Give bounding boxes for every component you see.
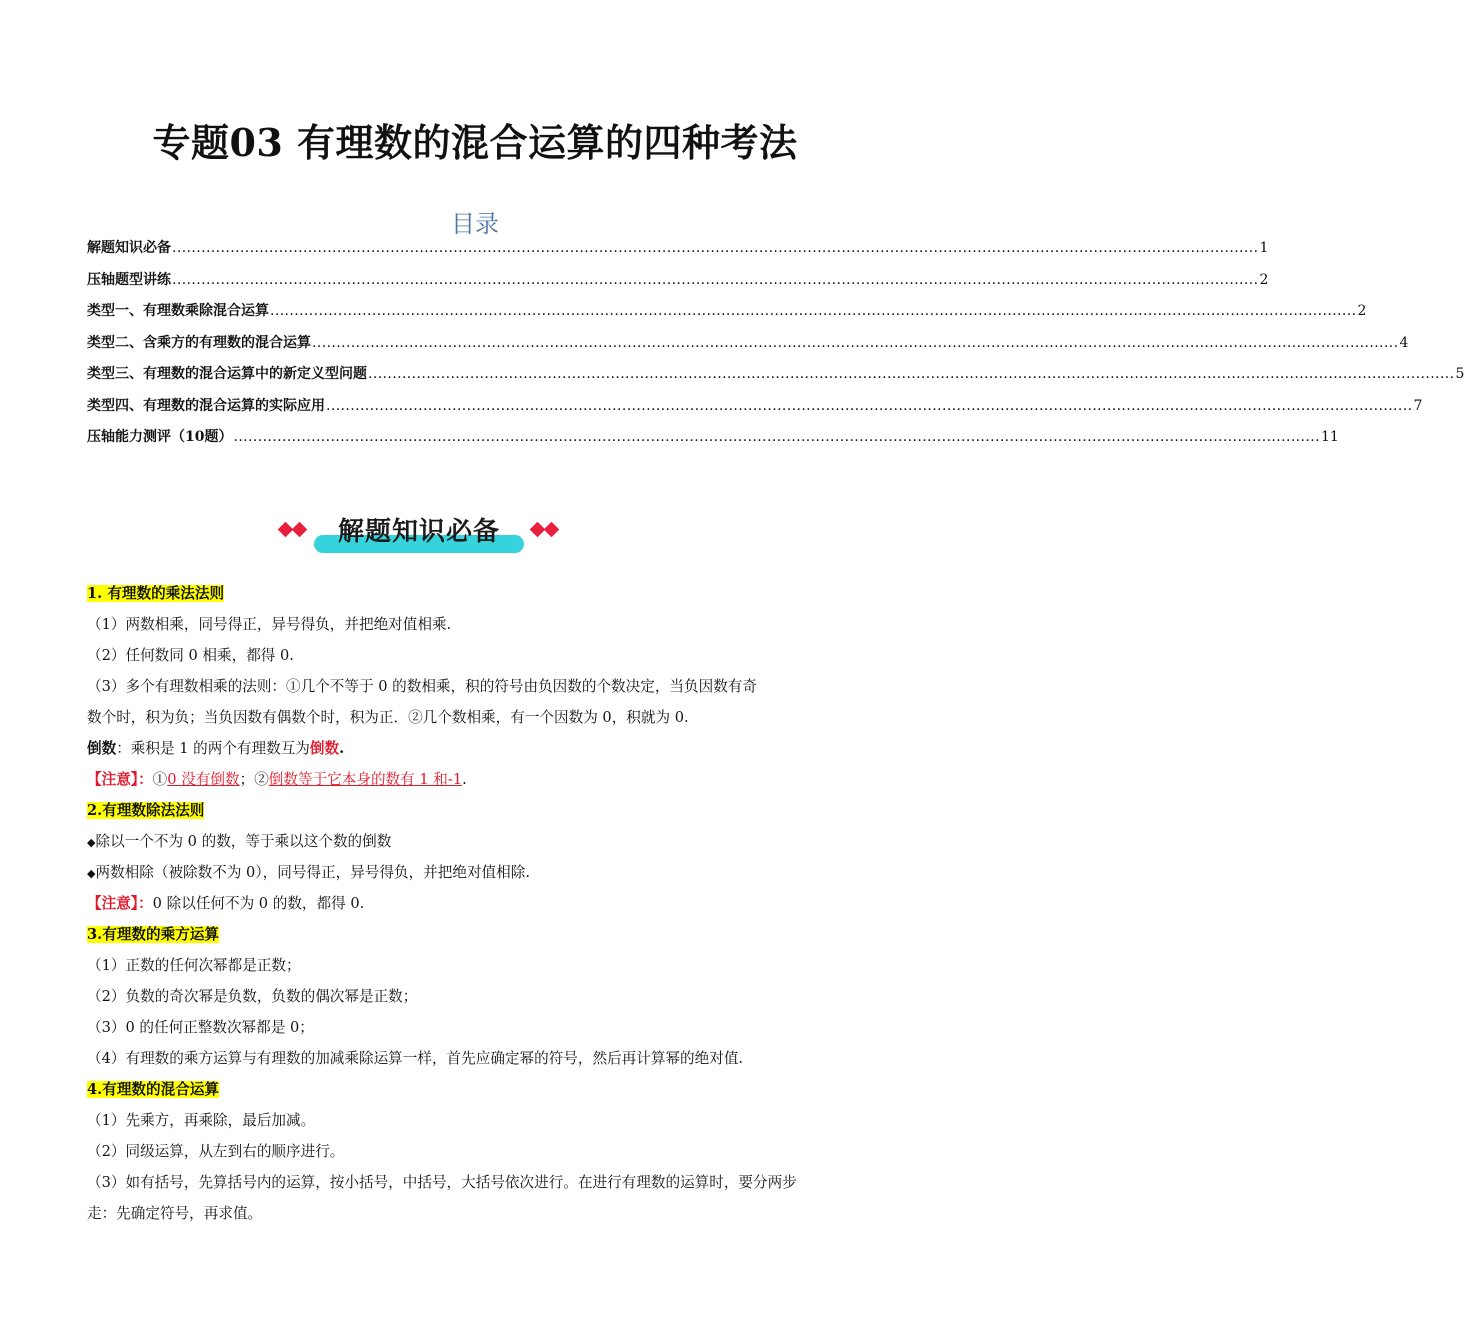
section-heading: 3.有理数的乘方运算 xyxy=(87,926,219,943)
bullet-item xyxy=(87,828,907,859)
paragraph: （2）同级运算，从左到右的顺序进行。 xyxy=(87,1143,345,1160)
knowledge-content xyxy=(87,580,907,1231)
page-title: 专题03 有理数的混合运算的四种考法 xyxy=(152,120,798,165)
paragraph: （2）任何数同 0 相乘，都得 0. xyxy=(87,647,294,664)
toc-entry-label: 类型二、含乘方的有理数的混合运算 xyxy=(87,334,311,351)
toc-leader: ................................................................................................................................................................................................................................ xyxy=(312,334,1399,351)
toc-entry-page: 4 xyxy=(1399,334,1409,351)
toc-entry[interactable] xyxy=(87,269,1269,301)
note-label: 【注意】： xyxy=(87,771,153,788)
definition-text: ：乘积是 1 的两个有理数互为 xyxy=(116,740,310,757)
toc-entry[interactable] xyxy=(87,363,1464,395)
diamond-icon xyxy=(544,522,560,538)
section-banner xyxy=(278,505,568,555)
paragraph: （3）0 的任何正整数次幂都是 0； xyxy=(87,1019,314,1036)
toc-leader: ................................................................................................................................................................................................................................ xyxy=(368,366,1455,382)
toc-entry[interactable] xyxy=(87,426,1339,458)
paragraph: （2）负数的奇次幂是负数，负数的偶次幂是正数； xyxy=(87,988,418,1005)
toc-entry-label: 压轴题型讲练 xyxy=(87,271,171,288)
toc-entry-page: 2 xyxy=(1357,303,1367,319)
toc-entry-page: 2 xyxy=(1259,271,1269,288)
toc-entry[interactable] xyxy=(87,237,1269,269)
toc-leader: ................................................................................................................................................................................................................................ xyxy=(233,429,1320,445)
punctuation: . xyxy=(462,771,467,788)
note xyxy=(87,766,907,797)
diamond-bullet-icon: ◆ xyxy=(87,867,96,880)
note-underlined: 倒数等于它本身的数有 1 和-1 xyxy=(268,771,463,788)
toc-entry-label: 类型三、有理数的混合运算中的新定义型问题 xyxy=(87,366,367,382)
diamond-icon xyxy=(292,522,308,538)
toc-entry-label: 类型一、有理数乘除混合运算 xyxy=(87,303,269,319)
toc-entry-label: 解题知识必备 xyxy=(87,240,171,256)
toc-entry-label: 类型四、有理数的混合运算的实际应用 xyxy=(87,397,325,414)
paragraph: 走：先确定符号，再求值。 xyxy=(87,1205,263,1222)
paragraph: （3）如有括号，先算括号内的运算，按小括号，中括号，大括号依次进行。在进行有理数的运算时，要分两步 xyxy=(87,1174,797,1191)
toc-leader: ................................................................................................................................................................................................................................ xyxy=(172,271,1259,288)
paragraph: （1）先乘方，再乘除，最后加减。 xyxy=(87,1112,316,1129)
section-heading: 1. 有理数的乘法法则 xyxy=(87,585,225,602)
toc-leader: ................................................................................................................................................................................................................................ xyxy=(326,397,1413,414)
term-highlight: 倒数 xyxy=(309,740,340,757)
punctuation: . xyxy=(339,740,345,757)
toc-entry-page: 5 xyxy=(1455,366,1464,382)
paragraph: （1）两数相乘，同号得正，异号得负，并把绝对值相乘. xyxy=(87,616,452,633)
paragraph: （1）正数的任何次幂都是正数； xyxy=(87,957,301,974)
toc-entry-page: 11 xyxy=(1320,429,1339,445)
toc-entry[interactable] xyxy=(87,332,1409,364)
section-heading: 2.有理数除法法则 xyxy=(87,802,205,819)
toc-entry[interactable] xyxy=(87,395,1423,427)
toc-entry-page: 1 xyxy=(1259,240,1269,256)
bullet-text: 两数相除（被除数不为 0），同号得正，异号得负，并把绝对值相除. xyxy=(95,864,530,881)
note-marker: ；② xyxy=(239,771,269,788)
paragraph: 数个时，积为负；当负因数有偶数个时，积为正．②几个数相乘，有一个因数为 0，积就为 0. xyxy=(87,709,689,726)
toc-entry[interactable] xyxy=(87,300,1367,332)
banner-title: 解题知识必备 xyxy=(337,517,500,547)
paragraph: （3）多个有理数相乘的法则：①几个不等于 0 的数相乘，积的符号由负因数的个数决定，当负因数有奇 xyxy=(87,678,757,695)
note-marker: ① xyxy=(152,771,168,788)
diamond-bullet-icon: ◆ xyxy=(87,836,96,849)
paragraph: （4）有理数的乘方运算与有理数的加减乘除运算一样，首先应确定幂的符号，然后再计算幂的绝对值. xyxy=(87,1050,744,1067)
toc-leader: ................................................................................................................................................................................................................................ xyxy=(270,303,1357,319)
note-underlined: 0 没有倒数 xyxy=(167,771,240,788)
table-of-contents xyxy=(87,237,1464,458)
section-heading: 4.有理数的混合运算 xyxy=(87,1081,219,1098)
note-text: 0 除以任何不为 0 的数，都得 0. xyxy=(152,895,365,912)
toc-entry-page: 7 xyxy=(1413,397,1423,414)
note xyxy=(87,890,907,921)
bullet-text: 除以一个不为 0 的数，等于乘以这个数的倒数 xyxy=(95,833,392,850)
term-label: 倒数 xyxy=(87,740,117,757)
note-label: 【注意】： xyxy=(87,895,153,912)
toc-entry-label: 压轴能力测评（10题） xyxy=(87,429,233,445)
toc-heading: 目录 xyxy=(451,210,499,238)
reciprocal-definition xyxy=(87,735,907,766)
bullet-item xyxy=(87,859,907,890)
toc-leader: ................................................................................................................................................................................................................................ xyxy=(172,240,1259,256)
